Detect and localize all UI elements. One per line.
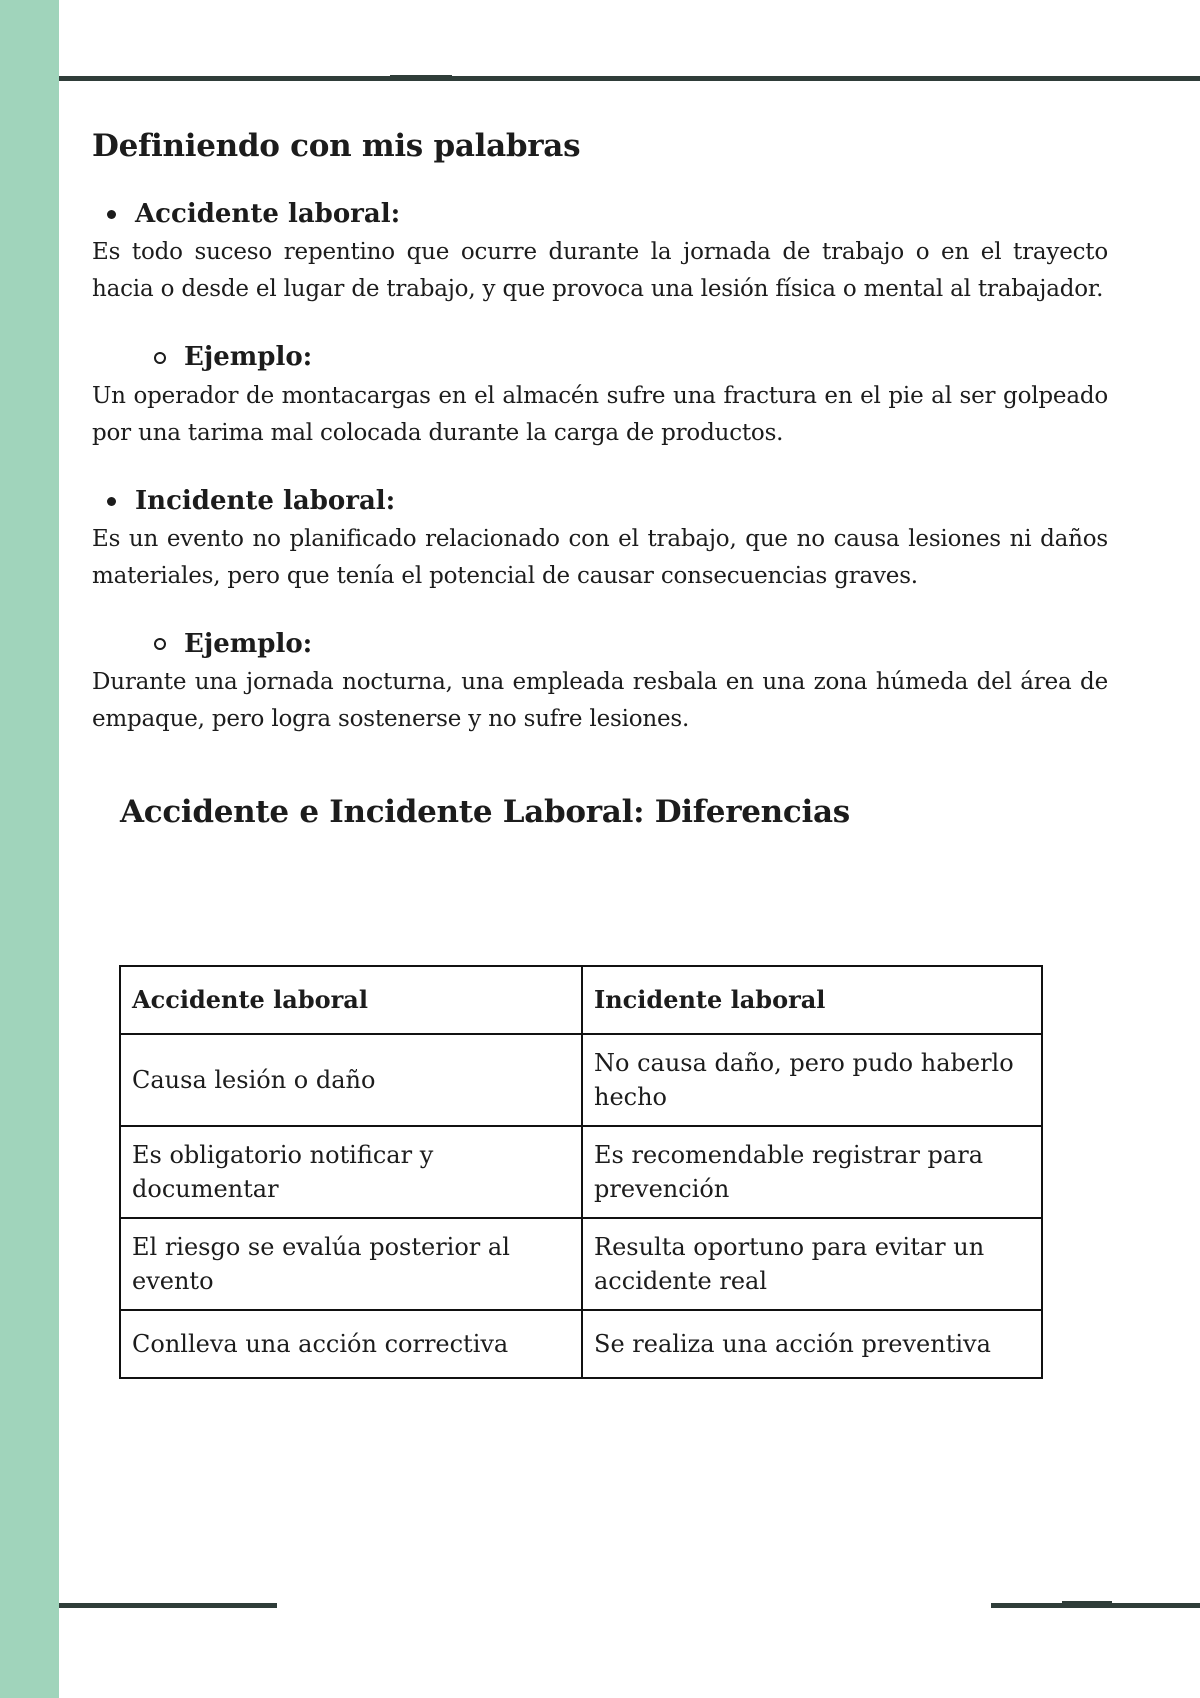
- example-incidente-text: Durante una jornada nocturna, una empleada resbala en una zona húmeda del área de empaque, pero logra sostenerse y no sufre lesiones.: [92, 668, 1108, 732]
- term-accidente: [92, 199, 1108, 230]
- differences-table: [119, 965, 1043, 1379]
- table-row: [120, 1310, 1042, 1378]
- table-row: [120, 1218, 1042, 1310]
- document-body: [92, 128, 1108, 831]
- hollow-bullet-icon: [154, 352, 166, 364]
- bottom-right-divider-accent: [1062, 1601, 1112, 1604]
- example-incidente-heading: [92, 629, 1108, 660]
- example-accidente-text: Un operador de montacargas en el almacén sufre una fractura en el pie al ser golpeado por una tarima mal colocada durante la carga de productos.: [92, 382, 1108, 446]
- definition-incidente: Es un evento no planificado relacionado con el trabajo, que no causa lesiones ni daños materiales, pero que tenía el potencial de causar consecuencias graves.: [92, 525, 1108, 589]
- table-cell: No causa daño, pero pudo haberlo hecho: [582, 1034, 1042, 1126]
- table-cell: Resulta oportuno para evitar un accidente real: [582, 1218, 1042, 1310]
- top-divider-accent: [390, 75, 452, 79]
- hollow-bullet-icon: [154, 638, 166, 650]
- top-divider: [59, 76, 1200, 81]
- bottom-left-divider: [59, 1603, 277, 1608]
- table-cell: Conlleva una acción correctiva: [120, 1310, 582, 1378]
- table-cell: Es obligatorio notificar y documentar: [120, 1126, 582, 1218]
- section-title-definitions: Definiendo con mis palabras: [92, 128, 581, 164]
- definition-accidente: Es todo suceso repentino que ocurre durante la jornada de trabajo o en el trayecto hacia o desde el lugar de trabajo, y que provoca una lesión física o mental al trabajador.: [92, 239, 1108, 303]
- table-header-row: [120, 966, 1042, 1034]
- table-cell: El riesgo se evalúa posterior al evento: [120, 1218, 582, 1310]
- table-cell: Es recomendable registrar para prevención: [582, 1126, 1042, 1218]
- table-header-cell: Incidente laboral: [582, 966, 1042, 1034]
- table-cell: Causa lesión o daño: [120, 1034, 582, 1126]
- example-accidente-label: Ejemplo:: [184, 342, 313, 373]
- bullet-icon: [107, 497, 116, 506]
- table-row: [120, 1126, 1042, 1218]
- table-cell: Se realiza una acción preventiva: [582, 1310, 1042, 1378]
- table-row: [120, 1034, 1042, 1126]
- term-incidente-label: Incidente laboral:: [135, 485, 396, 516]
- example-accidente-heading: [92, 342, 1108, 373]
- section-title-differences: Accidente e Incidente Laboral: Diferencias: [120, 793, 850, 830]
- term-incidente: [92, 486, 1108, 517]
- bullet-icon: [107, 210, 116, 219]
- term-accidente-label: Accidente laboral:: [135, 199, 401, 230]
- example-incidente-label: Ejemplo:: [184, 628, 313, 659]
- table-header-cell: Accidente laboral: [120, 966, 582, 1034]
- side-accent-band: [0, 0, 59, 1698]
